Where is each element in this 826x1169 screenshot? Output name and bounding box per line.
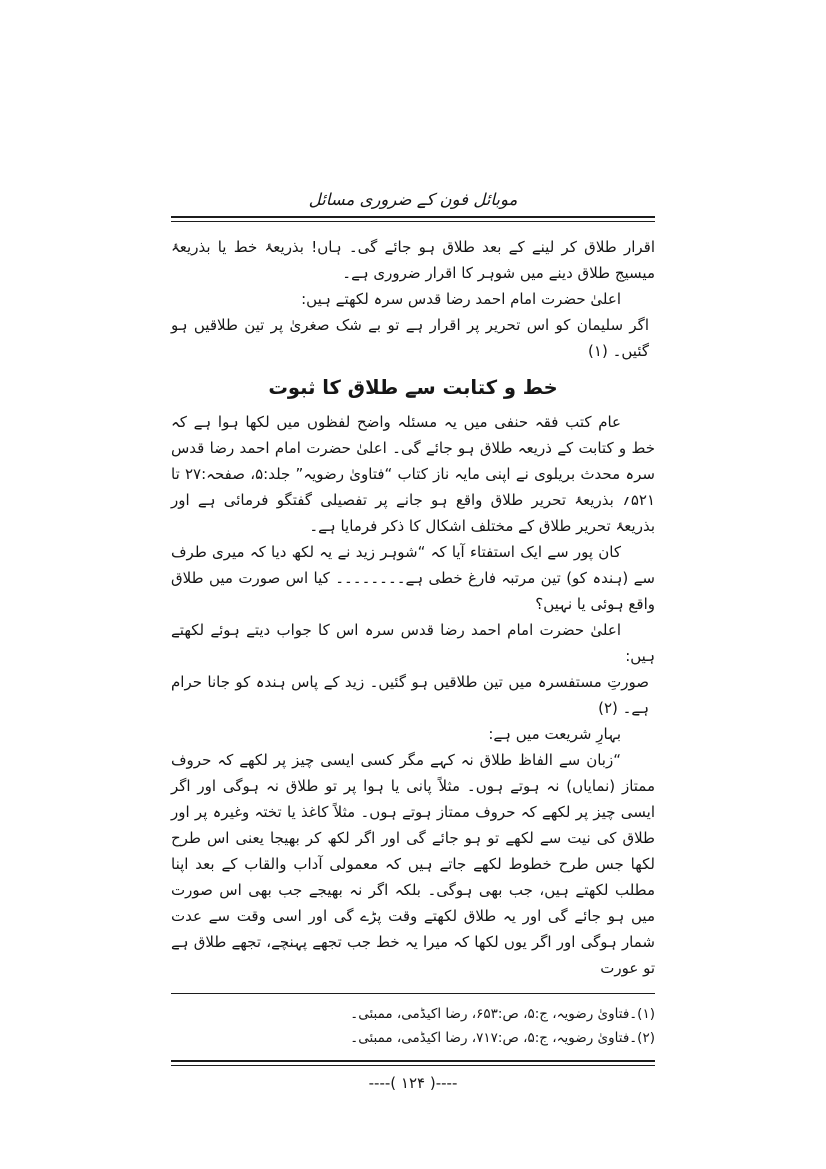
header-double-rule <box>171 216 655 222</box>
paragraph-fiqh-books: عام کتب فقہ حنفی میں یہ مسئلہ واضح لفظوں میں لکھا ہوا ہے کہ خط و کتابت کے ذریعہ طلاق ہو جائے گی۔ اعلیٰ حضرت امام احمد رضا قدس سرہ محدث بریلوی نے اپنی مایہ ناز کتاب “فتاویٰ رضویہ” جلد:۵، صفحہ:۲۷ تا ۵۲۱؍ بذریعۂ تحریر طلاق واقع ہو جانے پر تفصیلی گفتگو فرمائی ہے اور بذریعۂ تحریر طلاق کے مختلف اشکال کا ذکر فرمایا ہے۔ <box>171 413 655 535</box>
page-content <box>171 0 655 1092</box>
running-header-title: موبائل فون کے ضروری مسائل <box>308 190 518 209</box>
quote-fatwa-1: اگر سلیمان کو اس تحریر پر اقرار ہے تو بے شک صغریٰ پر تین طلاقیں ہو گئیں۔ (۱) <box>171 316 649 360</box>
paragraph-bahar-shariat-quote: “زبان سے الفاظ طلاق نہ کہے مگر کسی ایسی چیز پر لکھے کہ حروف ممتاز (نمایاں) نہ ہوتے ہوں۔ مثلاً پانی یا ہوا پر تو طلاق نہ ہوگی اور اگر ایسی چیز پر لکھے کہ حروف ممتاز ہوتے ہوں۔ مثلاً کاغذ یا تختہ وغیرہ پر اور طلاق کی نیت سے لکھے تو ہو جائے گی اور اگر لکھ کر بھیجا یعنی اس طرح لکھا جس طرح خطوط لکھے جاتے ہیں کہ معمولی آداب والقاب کے بعد اپنا مطلب لکھتے ہیں، جب بھی ہوگی۔ بلکہ اگر نہ بھیجے جب بھی اس صورت میں ہو جائے گی اور یہ طلاق لکھتے وقت پڑے گی اور اسی وقت سے عدت شمار ہوگی اور اگر یوں لکھا کہ میرا یہ خط جب تجھے پہنچے، تجھے طلاق ہے تو عورت <box>171 751 655 977</box>
section-heading: خط و کتابت سے طلاق کا ثبوت <box>268 376 558 399</box>
footnote-2: (۲)۔فتاویٰ رضویہ، ج:۵، ص:۷۱۷، رضا اکیڈمی، ممبئی۔ <box>350 1030 655 1046</box>
footer-double-rule <box>171 1060 655 1066</box>
footnote-1: (۱)۔فتاویٰ رضویہ، ج:۵، ص:۶۵۳، رضا اکیڈمی، ممبئی۔ <box>350 1006 655 1022</box>
footnotes-block <box>171 994 655 1050</box>
paragraph-intro: اقرار طلاق کر لینے کے بعد طلاق ہو جائے گی۔ ہاں! بذریعۂ خط یا بذریعۂ میسیج طلاق دینے میں شوہر کا اقرار ضروری ہے۔ <box>171 238 655 282</box>
quote-fatwa-2: صورتِ مستفسرہ میں تین طلاقیں ہو گئیں۔ زید کے پاس ہندہ کو جانا حرام ہے۔ (۲) <box>171 673 649 717</box>
paragraph-bahar-shariat-intro: بہارِ شریعت میں ہے: <box>488 725 621 743</box>
page-number: ----( ۱۲۴ )---- <box>368 1074 458 1092</box>
paragraph-kanpur-question: کان پور سے ایک استفتاء آیا کہ “شوہر زید نے یہ لکھ دیا کہ میری طرف سے (ہندہ کو) تین مرتبہ فارغ خطی ہے۔۔۔۔۔۔۔۔ کیا اس صورت میں طلاق واقع ہوئی یا نہیں؟ <box>171 543 655 613</box>
paragraph-imam-writes: اعلیٰ حضرت امام احمد رضا قدس سرہ لکھتے ہیں: <box>301 290 621 308</box>
paragraph-imam-answer-intro: اعلیٰ حضرت امام احمد رضا قدس سرہ اس کا جواب دیتے ہوئے لکھتے ہیں: <box>171 621 655 665</box>
